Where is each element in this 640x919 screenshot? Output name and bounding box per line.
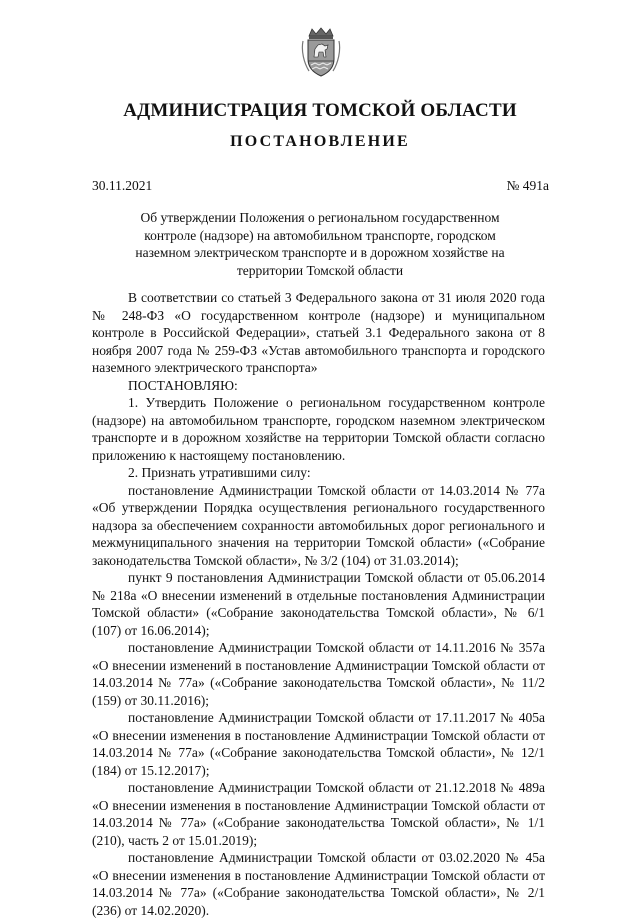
document-type-heading: ПОСТАНОВЛЕНИЕ — [230, 133, 410, 150]
document-number: № 491а — [506, 178, 549, 193]
intro-paragraph: В соответствии со статьей 3 Федерального закона от 31 июля 2020 года № 248-ФЗ «О государственном контроле (надзоре) и муниципальном контроле в Российской Федерации», статьей 3.1 Федерального закона от 8 ноября 2007 года № 259-ФЗ «Устав автомобильного транспорта и городского наземного электрического транспорта» — [92, 290, 545, 375]
list-item: постановление Администрации Томской области от 17.11.2017 № 405а «О внесении изменения в постановление Администрации Томской области от 14.03.2014 № 77а» («Собрание законодательства Томской области», № 12/1 (184) от 15.12.2017); — [92, 710, 545, 778]
list-item: 2. Признать утратившими силу: — [128, 465, 311, 480]
list-item: пункт 9 постановления Администрации Томской области от 05.06.2014 № 218а «О внесении изменений в отдельные постановления Администрации Томской области» («Собрание законодательства Томской области», № 6/1 (107) от 16.06.2014); — [92, 570, 545, 638]
list-item: постановление Администрации Томской области от 21.12.2018 № 489а «О внесении изменения в постановление Администрации Томской области от 14.03.2014 № 77а» («Собрание законодательства Томской области», № 1/1 (210), часть 2 от 15.01.2019); — [92, 780, 545, 848]
coat-of-arms-icon — [301, 27, 341, 79]
list-item: постановление Администрации Томской области от 14.03.2014 № 77а «Об утверждении Порядка осуществления регионального государственного надзора за обеспечением сохранности автомобильных дорог регионального и межмуниципального значения на территории Томской области» («Собрание законодательства Томской области», № 3/2 (104) от 31.03.2014); — [92, 482, 545, 568]
document-subject: Об утверждении Положения о региональном государственном контроле (надзоре) на автомобильном транспорте, городском наземном электрическом транспорте и в дорожном хозяйстве на территории Томской области — [135, 210, 505, 278]
decree-word: ПОСТАНОВЛЯЮ: — [128, 377, 238, 393]
document-date: 30.11.2021 — [92, 178, 153, 193]
list-item: постановление Администрации Томской области от 03.02.2020 № 45а «О внесении изменения в постановление Администрации Томской области от 14.03.2014 № 77а» («Собрание законодательства Томской области», № 2/1 (236) от 14.02.2020). — [92, 850, 545, 918]
organization-title: АДМИНИСТРАЦИЯ ТОМСКОЙ ОБЛАСТИ — [123, 100, 517, 121]
list-item: постановление Администрации Томской области от 14.11.2016 № 357а «О внесении изменений в постановление Администрации Томской области от 14.03.2014 № 77а» («Собрание законодательства Томской области», № 11/2 (159) от 30.11.2016); — [92, 640, 545, 708]
document-body — [92, 289, 545, 919]
list-item: 1. Утвердить Положение о региональном государственном контроле (надзоре) на автомобильном транспорте, городском наземном электрическом транспорте и в дорожном хозяйстве на территории Томской области согласно приложению к настоящему постановлению. — [92, 395, 545, 463]
